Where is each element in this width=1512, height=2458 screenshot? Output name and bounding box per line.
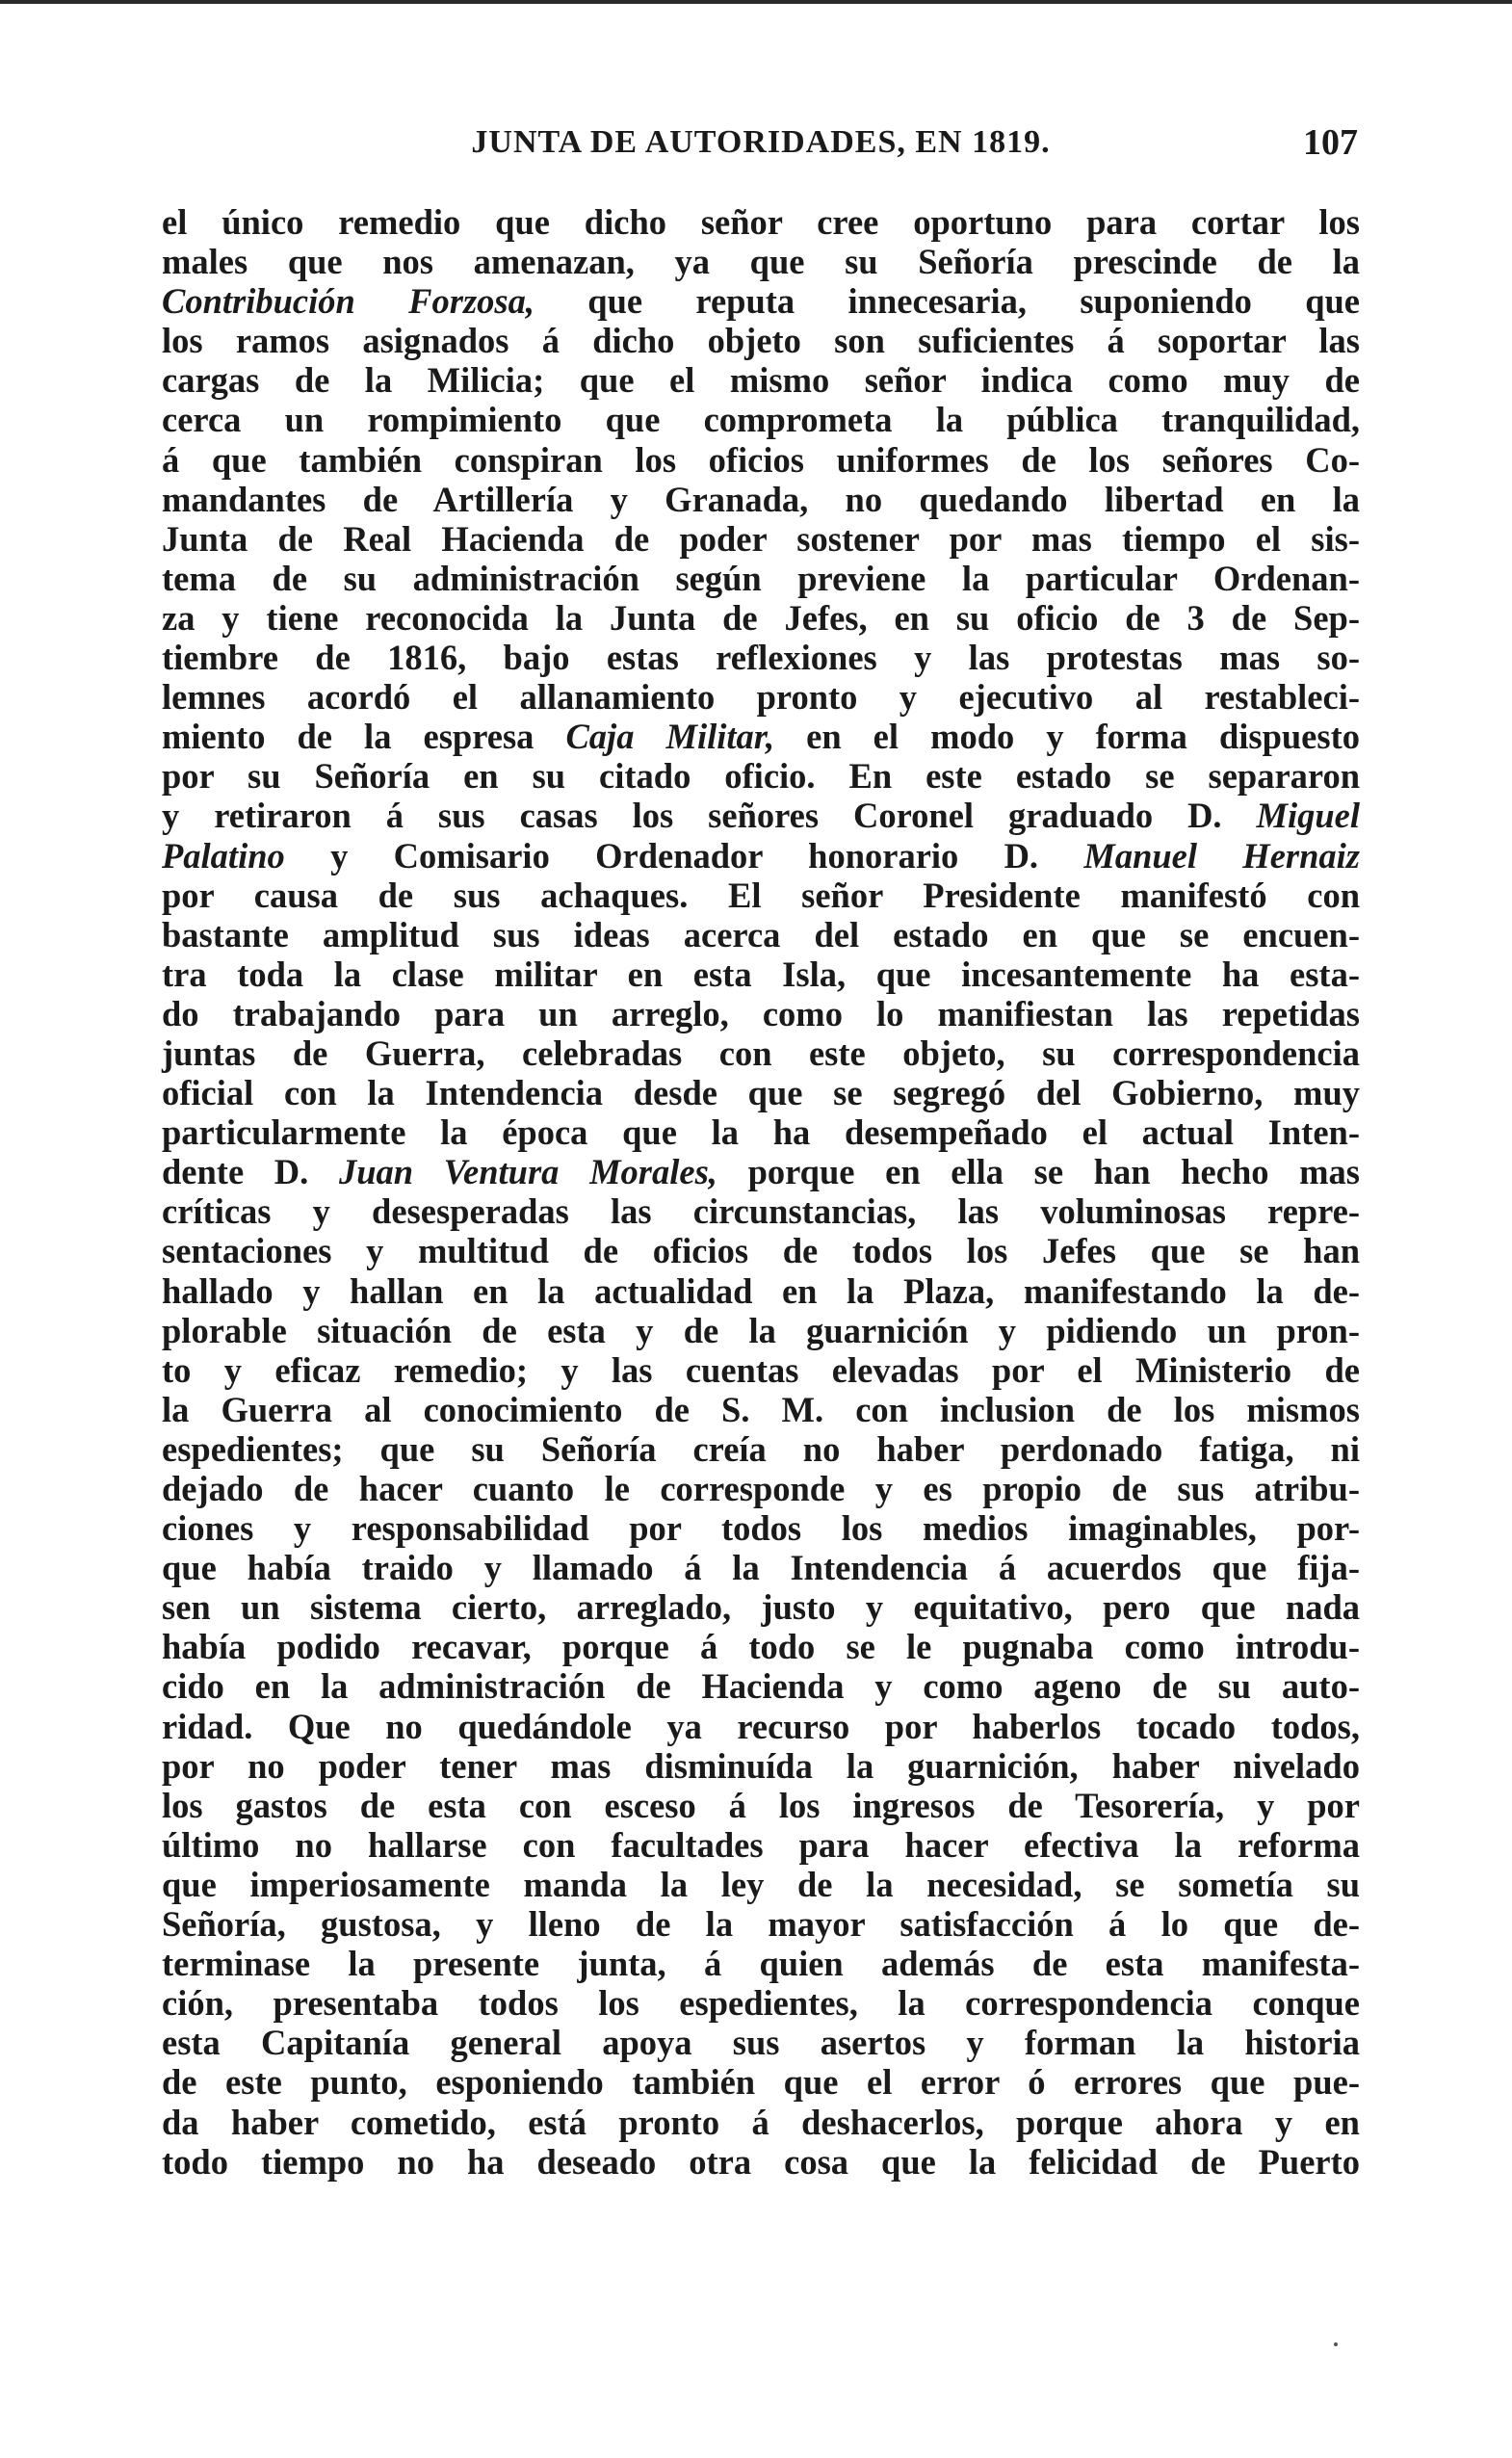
text-segment: tema de su administración según previene la particular Ordenan- — [162, 558, 1360, 598]
text-line — [162, 480, 1360, 519]
text-segment: za y tiene reconocida la Junta de Jefes, en su oficio de 3 de Sep- — [162, 597, 1360, 638]
text-segment: de este punto, esponiendo también que el error ó errores que pue- — [162, 2062, 1360, 2103]
text-line — [162, 796, 1360, 835]
text-segment: había podido recavar, porque á todo se le pugnaba como introdu- — [162, 1627, 1360, 1667]
text-line — [162, 2062, 1360, 2102]
text-segment: tiembre de 1816, bajo estas reflexiones y las protestas mas so- — [162, 638, 1360, 678]
text-segment: terminase la presente junta, á quien además de esta manifesta- — [162, 1944, 1360, 1984]
text-line — [162, 1983, 1360, 2023]
text-segment: sen un sistema cierto, arreglado, justo y equitativo, pero que nada — [162, 1587, 1360, 1628]
text-line — [162, 1073, 1360, 1112]
text-segment: mandantes de Artillería y Granada, no quedando libertad en la — [162, 479, 1360, 519]
text-line — [162, 202, 1360, 242]
text-line — [162, 1666, 1360, 1706]
text-line — [162, 954, 1360, 994]
text-segment: que imperiosamente manda la ley de la necesidad, se sometía su — [162, 1864, 1360, 1904]
text-segment: tra toda la clase militar en esta Isla, que incesantemente ha esta- — [162, 954, 1360, 994]
text-line — [162, 1548, 1360, 1587]
text-segment: Junta de Real Hacienda de poder sostener por mas tiempo el sis- — [162, 518, 1360, 559]
text-line — [162, 598, 1360, 638]
text-segment: críticas y desesperadas las circunstancias, las voluminosas repre- — [162, 1191, 1360, 1232]
text-segment: ción, presentaba todos los espedientes, la correspondencia conque — [162, 1983, 1360, 2024]
text-line — [162, 1627, 1360, 1666]
text-segment: por no poder tener mas disminuída la guarnición, haber nivelado — [162, 1745, 1360, 1786]
text-segment: da haber cometido, está pronto á deshacerlos, porque ahora y en — [162, 2102, 1360, 2142]
text-segment: cerca un rompimiento que comprometa la pública tranquilidad, — [162, 400, 1360, 440]
text-segment: ciones y responsabilidad por todos los medios imaginables, por- — [162, 1508, 1360, 1549]
italic-segment: Juan Ventura Morales, — [338, 1152, 717, 1192]
text-line — [162, 1786, 1360, 1825]
italic-segment: Manuel Hernaiz — [1083, 835, 1360, 876]
italic-segment: Palatino — [162, 835, 285, 876]
text-segment: males que nos amenazan, ya que su Señoría prescinde de la — [162, 242, 1360, 282]
text-line — [162, 1112, 1360, 1152]
text-line — [162, 1746, 1360, 1786]
text-segment: cargas de la Milicia; que el mismo señor indica como muy de — [162, 360, 1360, 401]
page-number: 107 — [1303, 122, 1358, 163]
text-line — [162, 440, 1360, 480]
text-segment: espedientes; que su Señoría creía no haber perdonado fatiga, ni — [162, 1428, 1360, 1469]
text-segment: porque en ella se han hecho mas — [717, 1152, 1361, 1192]
text-line — [162, 1587, 1360, 1627]
text-segment: á que también conspiran los oficios uniformes de los señores Co- — [162, 439, 1360, 480]
text-segment: por su Señoría en su citado oficio. En este estado se separaron — [162, 756, 1360, 797]
text-segment: cido en la administración de Hacienda y como ageno de su auto- — [162, 1666, 1360, 1707]
italic-segment: Caja Militar, — [565, 717, 775, 757]
text-line — [162, 2142, 1360, 2182]
text-line — [162, 2023, 1360, 2062]
text-line — [162, 1707, 1360, 1746]
text-line — [162, 1865, 1360, 1904]
text-segment: los gastos de esta con esceso á los ingresos de Tesorería, y por — [162, 1785, 1360, 1825]
text-line — [162, 638, 1360, 677]
text-line — [162, 321, 1360, 360]
text-segment: particularmente la época que la ha desempeñado el actual Inten- — [162, 1112, 1360, 1153]
text-line — [162, 1152, 1360, 1191]
text-line — [162, 1191, 1360, 1231]
text-line — [162, 1825, 1360, 1865]
text-line — [162, 1904, 1360, 1944]
text-line — [162, 1271, 1360, 1311]
text-line — [162, 717, 1360, 756]
text-line — [162, 756, 1360, 796]
text-segment: bastante amplitud sus ideas acerca del estado en que se encuen- — [162, 914, 1360, 954]
text-segment: en el modo y forma dispuesto — [774, 717, 1360, 757]
text-segment: todo tiempo no ha deseado otra cosa que la felicidad de Puerto — [162, 2141, 1360, 2182]
page-header — [164, 114, 1358, 171]
text-segment: y Comisario Ordenador honorario D. — [284, 835, 1084, 876]
text-segment: los ramos asignados á dicho objeto son suficientes á soportar las — [162, 321, 1360, 361]
text-segment: miento de la espresa — [162, 717, 566, 757]
text-segment: y retiraron á sus casas los señores Coronel graduado D. — [162, 796, 1257, 836]
text-segment: dejado de hacer cuanto le corresponde y es propio de sus atribu- — [162, 1469, 1360, 1508]
text-line — [162, 994, 1360, 1033]
text-line — [162, 915, 1360, 954]
text-line — [162, 519, 1360, 559]
text-segment: do trabajando para un arreglo, como lo manifiestan las repetidas — [162, 993, 1360, 1033]
text-segment: esta Capitanía general apoya sus asertos y forman la historia — [162, 2023, 1360, 2063]
italic-segment: Miguel — [1256, 796, 1360, 836]
text-line — [162, 1944, 1360, 1983]
text-segment: ridad. Que no quedándole ya recurso por haberlos tocado todos, — [162, 1706, 1360, 1746]
text-line — [162, 1469, 1360, 1508]
text-segment: por causa de sus achaques. El señor Presidente manifestó con — [162, 875, 1360, 915]
scan-speck — [1334, 2342, 1338, 2346]
text-line — [162, 1508, 1360, 1548]
scan-top-border — [0, 0, 1512, 4]
italic-segment: Contribución Forzosa, — [162, 281, 534, 322]
text-line — [162, 559, 1360, 598]
text-segment: juntas de Guerra, celebradas con este objeto, su correspondencia — [162, 1033, 1360, 1073]
text-line — [162, 836, 1360, 876]
text-line — [162, 281, 1360, 321]
text-segment: to y eficaz remedio; y las cuentas elevadas por el Ministerio de — [162, 1349, 1360, 1390]
text-line — [162, 360, 1360, 400]
text-segment: Señoría, gustosa, y lleno de la mayor satisfacción á lo que de- — [162, 1904, 1360, 1945]
text-segment: que reputa innecesaria, suponiendo que — [534, 281, 1360, 322]
text-segment: que había traido y llamado á la Intendencia á acuerdos que fija- — [162, 1548, 1360, 1588]
running-head: JUNTA DE AUTORIDADES, EN 1819. — [471, 124, 1051, 160]
text-segment: lemnes acordó el allanamiento pronto y ejecutivo al restableci- — [162, 677, 1360, 718]
text-line — [162, 876, 1360, 915]
text-line — [162, 1231, 1360, 1270]
text-line — [162, 1033, 1360, 1073]
text-segment: plorable situación de esta y de la guarnición y pidiendo un pron- — [162, 1310, 1360, 1350]
text-segment: dente D. — [162, 1152, 339, 1192]
text-segment: oficial con la Intendencia desde que se segregó del Gobierno, muy — [162, 1073, 1360, 1113]
text-line — [162, 1311, 1360, 1350]
body-text — [162, 202, 1360, 2182]
text-segment: sentaciones y multitud de oficios de todos los Jefes que se han — [162, 1231, 1360, 1271]
text-segment: el único remedio que dicho señor cree oportuno para cortar los — [162, 202, 1360, 242]
text-line — [162, 1429, 1360, 1469]
text-segment: último no hallarse con facultades para hacer efectiva la reforma — [162, 1824, 1360, 1865]
text-line — [162, 400, 1360, 439]
text-segment: la Guerra al conocimiento de S. M. con inclusion de los mismos — [162, 1389, 1360, 1429]
text-line — [162, 1350, 1360, 1390]
text-line — [162, 1390, 1360, 1429]
text-segment: hallado y hallan en la actualidad en la Plaza, manifestando la de- — [162, 1270, 1360, 1311]
text-line — [162, 242, 1360, 281]
text-line — [162, 2103, 1360, 2142]
text-line — [162, 677, 1360, 717]
